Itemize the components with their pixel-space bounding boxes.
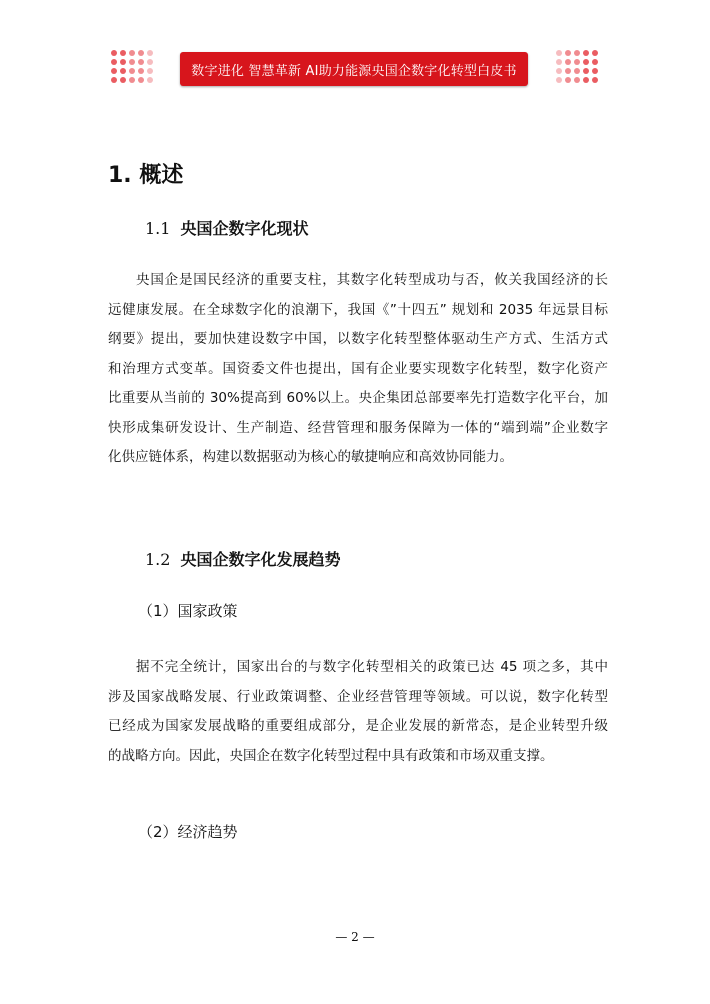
decorative-dot <box>583 77 589 83</box>
subsection-policy-heading: （1）国家政策 <box>138 602 238 620</box>
decorative-dot <box>138 50 144 56</box>
decorative-dot <box>565 50 571 56</box>
decorative-dot <box>129 77 135 83</box>
decorative-dot <box>147 77 153 83</box>
decorative-dot <box>574 50 580 56</box>
decorative-dot <box>120 77 126 83</box>
paragraph-line: 据不完全统计，国家出台的与数字化转型相关的政策已达 45 项之多，其中 <box>136 659 608 675</box>
decorative-dot <box>138 77 144 83</box>
decorative-dot <box>111 77 117 83</box>
paragraph-line: 的战略方向。因此，央国企在数字化转型过程中具有政策和市场双重支撑。 <box>108 747 554 764</box>
section-1-1-heading <box>145 216 308 239</box>
decorative-dot <box>583 68 589 74</box>
page-number: — 2 — <box>335 930 375 944</box>
decorative-dot <box>120 50 126 56</box>
section-1-1-number: 1.1 <box>145 219 171 238</box>
decorative-dot <box>556 68 562 74</box>
decorative-dot <box>120 59 126 65</box>
decorative-dot <box>556 59 562 65</box>
paragraph-line: 远健康发展。在全球数字化的浪潮下，我国《”十四五” 规划和 2035 年远景目标 <box>108 301 608 318</box>
decorative-dot <box>583 59 589 65</box>
decorative-dot <box>583 50 589 56</box>
decorative-dot <box>574 59 580 65</box>
section-1-2-number: 1.2 <box>145 550 171 569</box>
paragraph-line: 快形成集研发设计、生产制造、经营管理和服务保障为一体的“端到端”企业数字 <box>108 419 608 436</box>
section-1-heading: 1. 概述 <box>108 163 184 188</box>
decorative-dot <box>129 68 135 74</box>
decorative-dot <box>129 59 135 65</box>
subsection-economy-heading: （2）经济趋势 <box>138 823 238 841</box>
header-banner-title: 数字进化 智慧革新 AI助力能源央国企数字化转型白皮书 <box>191 63 517 79</box>
decorative-dot <box>111 50 117 56</box>
subsection-policy-paragraph <box>108 653 608 771</box>
decorative-dot <box>592 68 598 74</box>
decorative-dot <box>592 77 598 83</box>
paragraph-line: 和治理方式变革。国资委文件也提出，国有企业要实现数字化转型，数字化资产 <box>108 360 608 377</box>
section-1-2-heading <box>145 547 340 570</box>
header-dots-right-decoration <box>556 50 598 83</box>
decorative-dot <box>592 50 598 56</box>
paragraph-line: 比重要从当前的 30%提高到 60%以上。央企集团总部要率先打造数字化平台，加 <box>108 390 608 406</box>
decorative-dot <box>147 59 153 65</box>
decorative-dot <box>129 50 135 56</box>
decorative-dot <box>556 77 562 83</box>
decorative-dot <box>138 59 144 65</box>
header-banner <box>180 52 528 86</box>
decorative-dot <box>565 59 571 65</box>
decorative-dot <box>556 50 562 56</box>
paragraph-line: 涉及国家战略发展、行业政策调整、企业经营管理等领域。可以说，数字化转型 <box>108 688 608 705</box>
paragraph-line: 纲要》提出，要加快建设数字中国，以数字化转型整体驱动生产方式、生活方式 <box>108 331 608 347</box>
decorative-dot <box>565 77 571 83</box>
decorative-dot <box>592 59 598 65</box>
decorative-dot <box>111 68 117 74</box>
decorative-dot <box>120 68 126 74</box>
decorative-dot <box>574 77 580 83</box>
header-dots-left-decoration <box>111 50 153 83</box>
section-1-1-paragraph <box>108 266 608 473</box>
paragraph-line: 已经成为国家发展战略的重要组成部分，是企业发展的新常态，是企业转型升级 <box>108 718 608 734</box>
decorative-dot <box>111 59 117 65</box>
paragraph-line: 央国企是国民经济的重要支柱，其数字化转型成功与否，攸关我国经济的长 <box>136 272 608 288</box>
section-1-1-title: 央国企数字化现状 <box>180 219 309 238</box>
decorative-dot <box>147 50 153 56</box>
decorative-dot <box>147 68 153 74</box>
section-1-2-title: 央国企数字化发展趋势 <box>180 550 341 569</box>
decorative-dot <box>574 68 580 74</box>
paragraph-line: 化供应链体系，构建以数据驱动为核心的敏捷响应和高效协同能力。 <box>108 449 513 465</box>
decorative-dot <box>565 68 571 74</box>
decorative-dot <box>138 68 144 74</box>
